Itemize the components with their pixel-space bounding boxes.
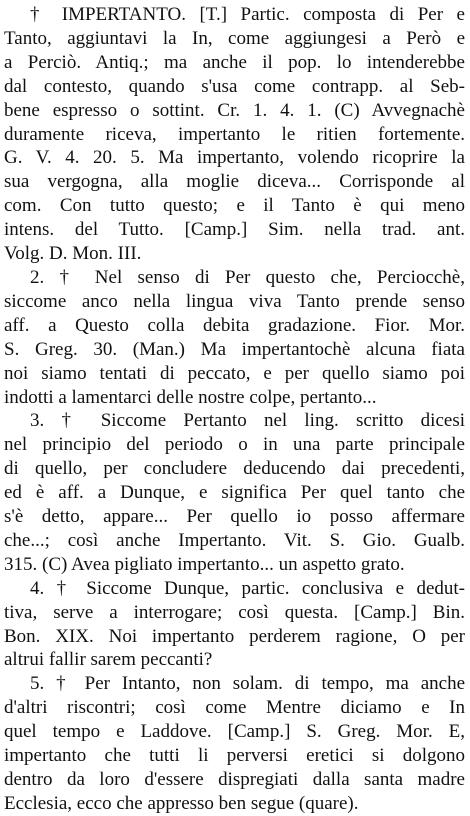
entry-line: † IMPERTANTO. [T.] Partic. composta di Per e [30,4,465,25]
entry-line: aff. a Questo colla debita gradazione. Fior. Mor. [4,314,465,336]
entry-line: dal contesto, quando s'usa come contrapp. al Seb- [4,75,465,97]
entry-line: che...; così anche Impertanto. Vit. S. Gio. Gualb. [4,529,465,551]
sense-5-line: 5. † Per Intanto, non solam. di tempo, ma anche [30,673,465,695]
entry-line: G. V. 4. 20. 5. Ma impertanto, volendo ricoprire la [4,147,465,169]
entry-line: Ecclesia, ecco che appresso ben segue (quare). [4,792,359,814]
entry-line: duramente riceva, impertanto le ritien fortemente. [4,123,465,145]
entry-line: quel tempo e Laddove. [Camp.] S. Greg. Mor. E, [4,721,465,743]
entry-line: di quello, per concludere deducendo dai precedenti, [4,458,465,480]
sense-4-line: 4. † Siccome Dunque, partic. conclusiva e dedut- [30,577,465,599]
entry-line: d'altri riscontri; così come Mentre diciamo e In [4,697,465,719]
entry-line: intens. del Tutto. [Camp.] Sim. nella trad. ant. [4,219,465,241]
entry-line: com. Con tutto questo; e il Tanto è qui meno [4,195,465,217]
entry-line: siccome anco nella lingua viva Tanto prende senso [4,290,465,312]
entry-line: indotti a lamentarci delle nostre colpe, pertanto... [4,386,377,408]
sense-3-line: 3. † Siccome Pertanto nel ling. scritto dicesi [30,410,465,432]
entry-line: S. Greg. 30. (Man.) Ma impertantochè alcuna fiata [4,338,465,360]
entry-line: impertanto che tutti li perversi eretici si dolgono [4,745,465,767]
entry-line: sua vergogna, alla moglie diceva... Corrisponde al [4,171,465,193]
entry-line: a Perciò. Antiq.; ma anche il pop. lo intenderebbe [4,51,465,73]
entry-line: nel principio del periodo o in una parte principale [4,434,465,456]
entry-line: noi siamo tentati di peccato, e per quello siamo poi [4,362,465,384]
entry-line: Volg. D. Mon. III. [4,243,142,265]
entry-line: Tanto, aggiuntavi la In, come aggiungesi a Però e [4,27,465,49]
entry-line: ed è aff. a Dunque, e significa Per quel tanto che [4,482,465,504]
entry-line: dentro da loro d'essere dispregiati dalla santa madre [4,769,465,790]
entry-line: s'è detto, appare... Per quello io posso affermare [4,506,465,528]
entry-line: bene espresso o sottint. Cr. 1. 4. 1. (C) Avvegnachè [4,99,465,121]
sense-2-line: 2. † Nel senso di Per questo che, Perciocchè, [30,266,465,288]
entry-line: 315. (C) Avea pigliato impertanto... un aspetto grato. [4,553,405,575]
entry-line: altrui fallir sarem peccanti? [4,649,213,671]
entry-line: Bon. XIX. Noi impertanto perderem ragione, O per [4,625,465,647]
entry-line: tiva, serve a interrogare; così questa. [Camp.] Bin. [4,601,465,623]
